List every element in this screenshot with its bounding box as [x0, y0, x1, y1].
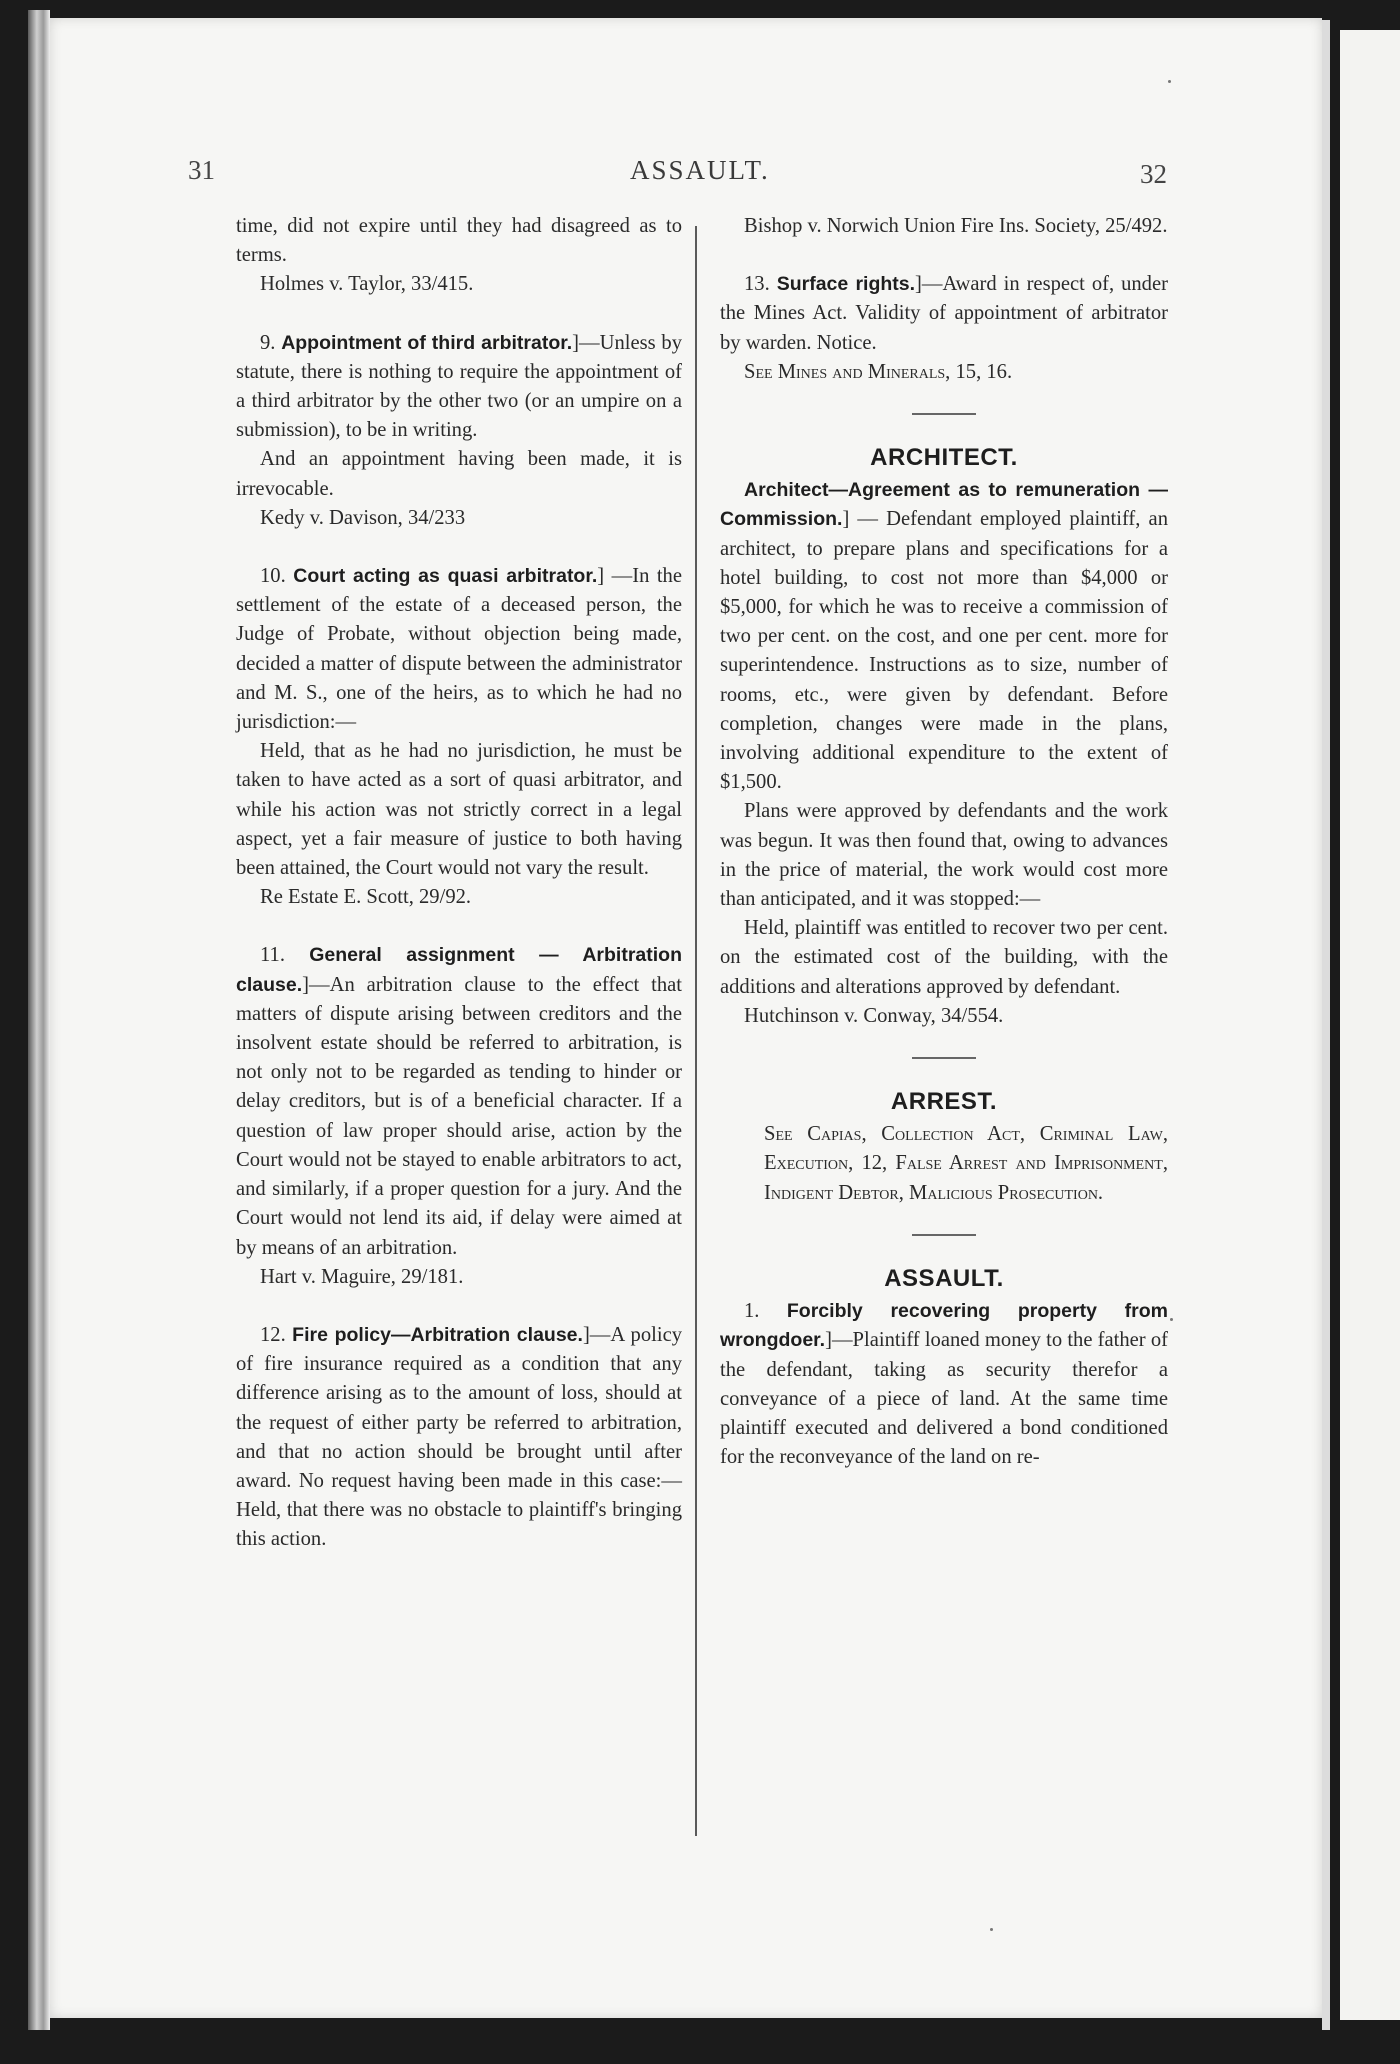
- entry-body: ] —In the settlement of the estate of a deceased person, the Judge of Probate, without objection being made, decided a matter of dispute between the administrator and M. S., one of the heirs, as to which he had no jurisdiction:—: [236, 565, 682, 734]
- section-separator: [912, 413, 976, 415]
- entry-12: [236, 1321, 682, 1555]
- section-title-architect: ARCHITECT.: [870, 444, 1018, 472]
- entry-paragraph: And an appointment having been made, it is irrevocable.: [236, 448, 682, 500]
- case-citation: Hart v. Maguire, 29/181.: [260, 1265, 464, 1288]
- entry-number: 10.: [260, 565, 286, 588]
- entry-heading: Appointment of third arbitrator.: [281, 331, 573, 354]
- section-separator: [912, 1057, 976, 1059]
- page-header: [0, 155, 1400, 195]
- column-divider: [695, 226, 697, 1836]
- entry-heading: Court acting as quasi arbitrator.: [293, 565, 598, 588]
- section-title-arrest: ARREST.: [890, 1088, 998, 1116]
- right-column: [720, 212, 1168, 1472]
- entry-body: ]—Plaintiff loaned money to the father of the defendant, taking as security therefor a conveyance of a piece of land. At the same time plaintiff executed and delivered a bond conditioned for the reconveyance of the land on re-: [720, 1329, 1168, 1469]
- entry-body: ]—Award in respect of, under the Mines Act. Validity of appointment of arbitrator by warden. Notice.: [720, 273, 1168, 354]
- paper-speck: [1168, 80, 1171, 83]
- entry-heading: Architect—Agreement as to remuneration — Commission.: [720, 479, 1168, 531]
- entry-body: ]—A policy of fire insurance required as a condition that any difference arising as to the amount of loss, should at the request of either party be referred to arbitration, and that no action should be brought until after award. No request having been made in this case:—Held, that there was no obstacle to plaintiff's bringing this action.: [236, 1323, 683, 1551]
- entry-13: [720, 270, 1168, 358]
- entry-number: 9.: [260, 331, 276, 354]
- case-citation: Re Estate E. Scott, 29/92.: [260, 886, 472, 909]
- case-citation: Holmes v. Taylor, 33/415.: [260, 273, 474, 296]
- section-title-assault: ASSAULT.: [884, 1264, 1004, 1292]
- running-title: ASSAULT.: [630, 155, 770, 185]
- entry-11: [236, 941, 682, 1262]
- page-right-edge: [1322, 20, 1330, 2030]
- entry-paragraph: Plans were approved by defendants and the work was begun. It was then found that, owing to advances in the price of material, the work would cost more than anticipated, and it was stopped:—: [720, 800, 1168, 911]
- cross-reference: See Capias, Collection Act, Criminal Law, Execution, 12, False Arrest and Imprisonment, Indigent Debtor, Malicious Prosecution.: [764, 1123, 1168, 1204]
- case-citation: Hutchinson v. Conway, 34/554.: [744, 1004, 1004, 1027]
- entry-paragraph: Held, that as he had no jurisdiction, he must be taken to have acted as a sort of quasi arbitrator, and while his action was not strictly correct in a legal aspect, yet a fair measure of justice to both having been attained, the Court would not vary the result.: [236, 740, 682, 880]
- entry-paragraph: Held, plaintiff was entitled to recover two per cent. on the estimated cost of the building, with the additions and alterations approved by defendant.: [720, 917, 1168, 998]
- entry-heading: General assignment — Arbitration clause.: [236, 944, 682, 996]
- entry-number: 11.: [260, 944, 285, 967]
- book-edge-left: [28, 10, 50, 2030]
- page-number-right: 32: [1140, 159, 1167, 189]
- case-citation: Bishop v. Norwich Union Fire Ins. Society, 25/492.: [744, 215, 1168, 237]
- entry-heading: Fire policy—Arbitration clause.: [292, 1323, 583, 1346]
- entry-9: [236, 329, 682, 446]
- case-citation: Kedy v. Davison, 34/233: [260, 506, 466, 529]
- entry-10: [236, 562, 682, 737]
- entry-heading: Surface rights.: [776, 273, 916, 296]
- entry-body: ]—An arbitration clause to the effect that matters of dispute arising between creditors and the insolvent estate should be referred to arbitration, is not only not to be regarded as tending to hinder or delay creditors, but is of a beneficial character. If a question of law proper should arise, action by the Court would not be stayed to enable arbitrators to act, and similarly, if a proper question for a jury. And the Court would not lend its aid, if delay were aimed at by means of an arbitration.: [236, 973, 682, 1259]
- section-separator: [912, 1234, 976, 1236]
- entry-body: ] — Defendant employed plaintiff, an architect, to prepare plans and specifications for a hotel building, to cost not more than $4,000 or $5,000, for which he was to receive a commission of two per cent. on the cost, and one per cent. more for superintendence. Instructions as to size, number of rooms, etc., were given by defendant. Before completion, changes were made in the plans, involving additional expenditure to the extent of $1,500.: [720, 508, 1168, 794]
- entry-heading: Forcibly recovering property from wrongdoer.: [720, 1300, 1168, 1352]
- entry-body: ]—Unless by statute, there is nothing to require the appointment of a third arbitrator by the other two (or an umpire on a submission), to be in writing.: [236, 331, 682, 442]
- entry-number: 13.: [744, 273, 770, 296]
- page-number-left: 31: [188, 155, 215, 185]
- architect-entry: [720, 476, 1168, 797]
- cross-reference: See Mines and Minerals, 15, 16.: [744, 360, 1013, 383]
- continued-text: time, did not expire until they had disagreed as to terms.: [236, 215, 682, 267]
- paper-speck: [1170, 1318, 1173, 1321]
- adjacent-page: [1340, 30, 1400, 2020]
- entry-number: 12.: [260, 1323, 286, 1346]
- left-column: [236, 212, 682, 1555]
- paper-speck: [990, 1928, 993, 1931]
- entry-number: 1.: [744, 1300, 760, 1323]
- assault-entry-1: [720, 1297, 1168, 1472]
